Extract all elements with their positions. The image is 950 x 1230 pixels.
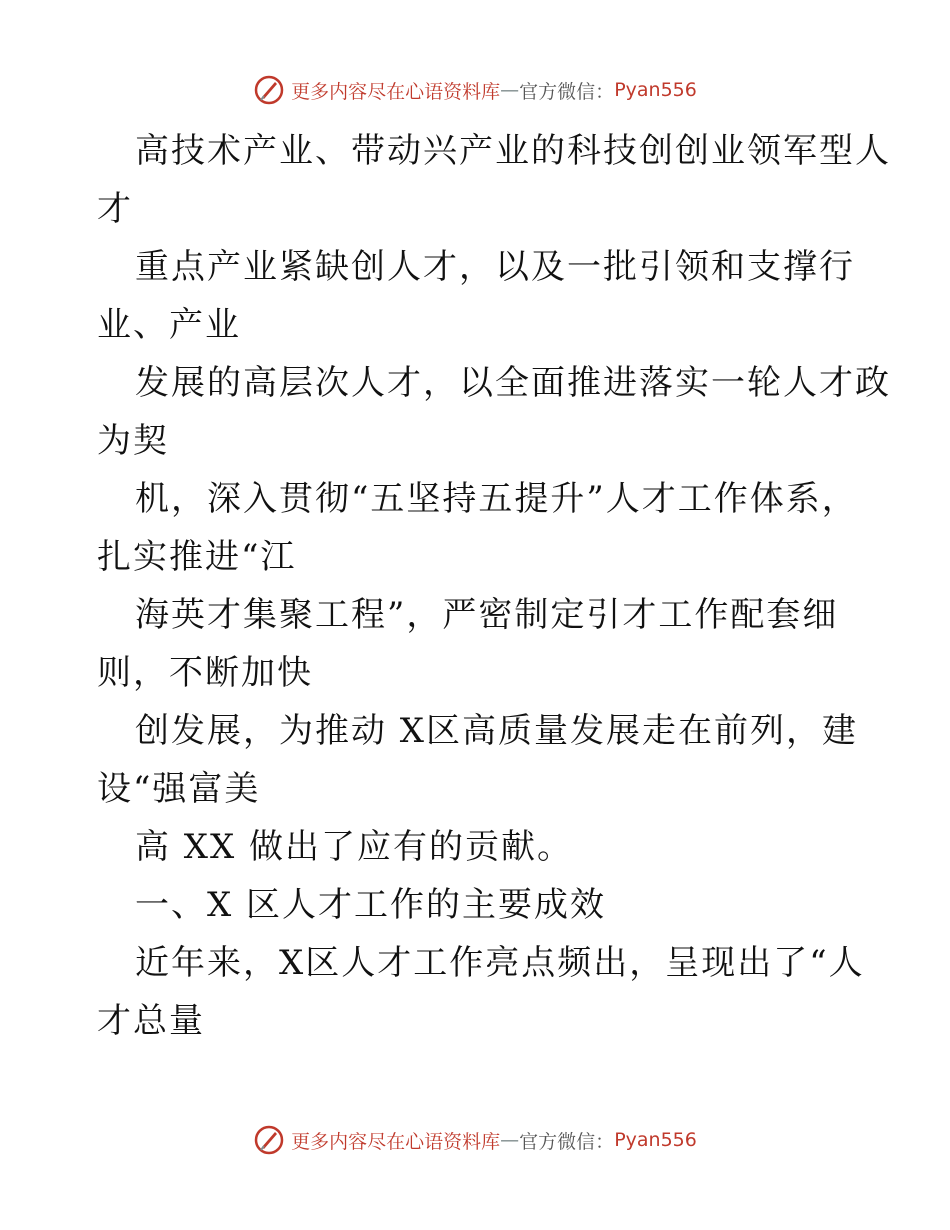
text-line: 发展的高层次人才，以全面推进落实一轮人才政 bbox=[135, 363, 891, 403]
section-heading: 一、X 区人才工作的主要成效 bbox=[135, 885, 607, 925]
header-banner bbox=[0, 70, 950, 110]
footer-banner bbox=[0, 1120, 950, 1160]
banner-wechat-id: Pyan556 bbox=[614, 1129, 697, 1151]
text-line: 海英才集聚工程”，严密制定引才工作配套细 bbox=[135, 595, 839, 635]
quill-logo-icon bbox=[253, 74, 285, 106]
text-line: 近年来，X区人才工作亮点频出，呈现出了“人 bbox=[135, 943, 865, 983]
banner-separator: — bbox=[500, 79, 520, 101]
text-line: 创发展，为推动 X区高质量发展走在前列，建 bbox=[135, 711, 859, 751]
banner-site-name: 更多内容尽在心语资料库 bbox=[291, 1130, 501, 1153]
banner-wechat-label: 官方微信： bbox=[519, 80, 615, 103]
text-line: 机，深入贯彻“五坚持五提升”人才工作体系， bbox=[135, 479, 858, 519]
text-line: 才 bbox=[97, 189, 133, 229]
banner-separator: — bbox=[500, 1129, 520, 1151]
text-line: 则，不断加快 bbox=[97, 653, 313, 693]
text-line: 为契 bbox=[97, 421, 169, 461]
text-line: 扎实推进“江 bbox=[97, 537, 297, 577]
text-line: 设“强富美 bbox=[97, 769, 261, 809]
document-body bbox=[97, 122, 891, 1050]
text-line: 高 XX 做出了应有的贡献。 bbox=[135, 827, 574, 867]
text-line: 高技术产业、带动兴产业的科技创创业领军型人 bbox=[135, 131, 891, 171]
text-line: 业、产业 bbox=[97, 305, 241, 345]
text-line: 重点产业紧缺创人才，以及一批引领和支撑行 bbox=[135, 247, 855, 287]
banner-site-name: 更多内容尽在心语资料库 bbox=[291, 80, 501, 103]
text-line: 才总量 bbox=[97, 1001, 205, 1041]
banner-wechat-id: Pyan556 bbox=[614, 79, 697, 101]
quill-logo-icon bbox=[253, 1124, 285, 1156]
banner-wechat-label: 官方微信： bbox=[519, 1130, 615, 1153]
